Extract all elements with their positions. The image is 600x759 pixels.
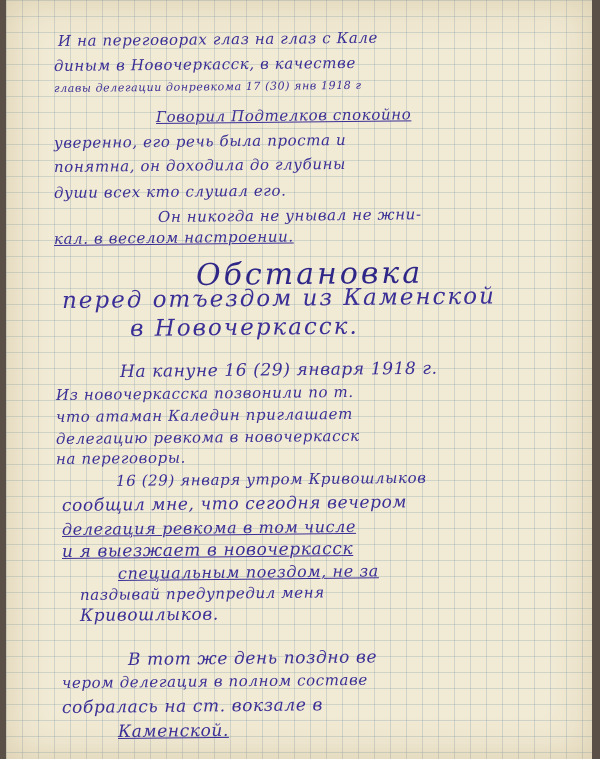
text-line: Из новочеркасска позвонили по т. xyxy=(55,382,354,404)
text-line: На кануне 16 (29) января 1918 г. xyxy=(119,358,438,382)
section-heading: Обстановка xyxy=(195,255,424,293)
text-line: специальным поездом, не за xyxy=(117,561,379,583)
section-subheading: в Новочеркасск. xyxy=(129,313,359,342)
section-subheading: перед отъездом из Каменской xyxy=(61,283,497,314)
text-line: И на переговорах глаз на глаз с Кале xyxy=(57,28,379,50)
text-line: В тот же день поздно ве xyxy=(127,647,378,670)
notebook-page xyxy=(6,0,592,759)
text-line: души всех кто слушал его. xyxy=(53,181,287,202)
text-line: уверенно, его речь была проста и xyxy=(53,130,347,152)
text-line: Каменской. xyxy=(117,720,230,742)
text-line: что атаман Каледин приглашает xyxy=(55,404,354,426)
text-line: сообщил мне, что сегодня вечером xyxy=(61,492,408,516)
text-line: диным в Новочеркасск, в качестве xyxy=(53,53,356,75)
text-line: собралась на ст. вокзале в xyxy=(61,695,324,718)
text-line: Кривошлыков. xyxy=(79,604,219,626)
text-line: кал. в веселом настроении. xyxy=(53,227,294,248)
text-line: паздывай предупредил меня xyxy=(79,583,325,604)
text-line: Он никогда не унывал не жни- xyxy=(157,205,422,226)
text-line: 16 (29) января утром Кривошлыков xyxy=(115,468,427,490)
text-line: Говорил Подтелков спокойно xyxy=(155,105,412,126)
text-line: и я выезжает в новочеркасск xyxy=(61,538,354,562)
text-line: понятна, он доходила до глубины xyxy=(53,154,346,176)
text-line: делегацию ревкома в новочеркасск xyxy=(55,426,360,448)
text-line: чером делегация в полном составе xyxy=(61,670,368,692)
text-line: делегация ревкома в том числе xyxy=(61,516,357,539)
text-line: на переговоры. xyxy=(55,448,187,468)
text-line: главы делегации донревкома 17 (30) янв 1918 г xyxy=(53,78,362,95)
